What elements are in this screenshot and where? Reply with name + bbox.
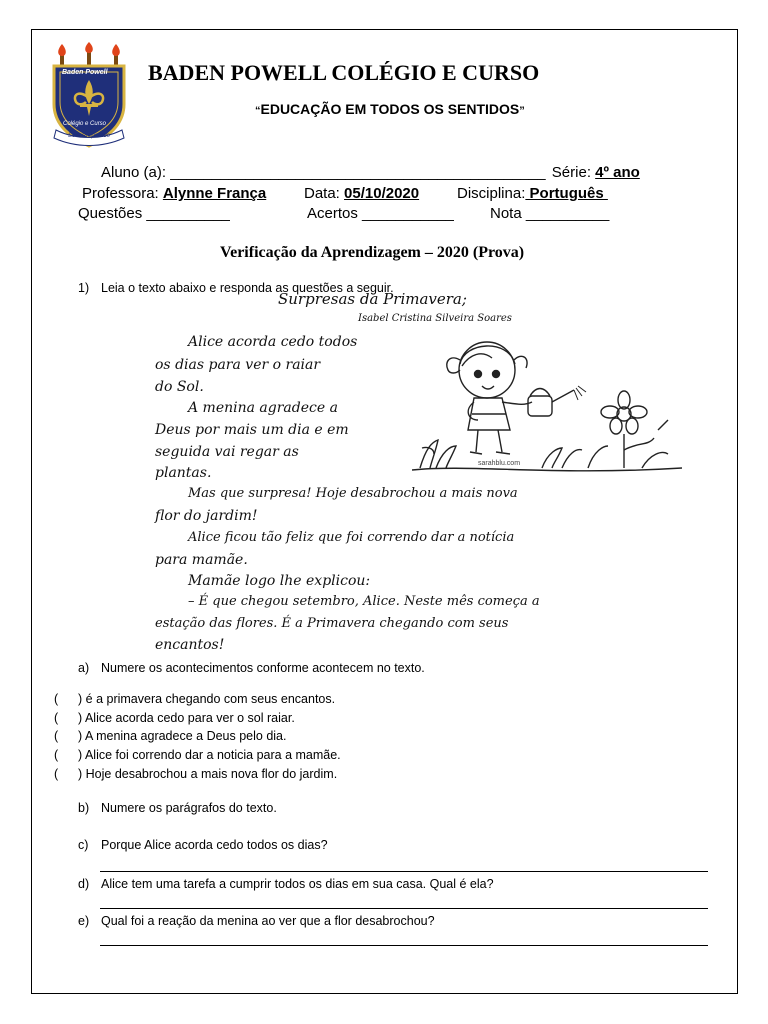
ordering-item-text: é a primavera chegando com seus encantos. bbox=[85, 692, 336, 706]
image-credit: sarahblu.com bbox=[478, 460, 521, 467]
disciplina-value: Português bbox=[525, 185, 608, 202]
answer-box-close: ) bbox=[78, 748, 85, 762]
ordering-item-text: Hoje desabrochou a mais nova flor do jardim. bbox=[85, 767, 338, 781]
nota-field bbox=[490, 205, 609, 222]
professora-row bbox=[82, 185, 266, 202]
ordering-item-text: Alice acorda cedo para ver o sol raiar. bbox=[84, 711, 295, 725]
questoes-blank[interactable]: __________ bbox=[146, 205, 230, 222]
story-line: A menina agradece a bbox=[188, 400, 338, 416]
story-line: estação das flores. É a Primavera chegando com seus bbox=[155, 616, 509, 631]
motto-close-quote: ” bbox=[519, 105, 525, 117]
question-b-text: Numere os parágrafos do texto. bbox=[101, 801, 277, 815]
motto-text: EDUCAÇÃO EM TODOS OS SENTIDOS bbox=[260, 101, 520, 117]
nota-label: Nota bbox=[490, 205, 522, 222]
acertos-blank[interactable]: ___________ bbox=[362, 205, 454, 222]
ordering-item-text: A menina agradece a Deus pelo dia. bbox=[84, 729, 287, 743]
logo-bottom-text: Colégio e Curso bbox=[63, 121, 107, 127]
data-label: Data: bbox=[304, 185, 340, 202]
question-a-letter: a) bbox=[78, 661, 90, 675]
story-line: Mamãe logo lhe explicou: bbox=[188, 573, 371, 589]
aluno-label: Aluno (a): bbox=[101, 164, 167, 181]
answer-box[interactable]: ( bbox=[54, 729, 59, 743]
answer-box[interactable]: ( bbox=[54, 711, 59, 725]
girl-watering-flowers-illustration bbox=[412, 330, 682, 478]
logo-ribbon-text: Sem Preparado bbox=[68, 133, 111, 139]
story-line: plantas. bbox=[155, 465, 212, 481]
school-name: BADEN POWELL COLÉGIO E CURSO bbox=[148, 60, 540, 85]
data-value: 05/10/2020 bbox=[344, 185, 420, 202]
question-b-letter: b) bbox=[78, 801, 90, 815]
answer-box-close: ) bbox=[78, 729, 85, 743]
question-a-text: Numere os acontecimentos conforme acontecem no texto. bbox=[101, 661, 425, 675]
serie-label: Série: bbox=[551, 164, 591, 181]
school-motto bbox=[255, 101, 525, 117]
answer-box[interactable]: ( bbox=[54, 748, 59, 762]
answer-box-close: ) bbox=[78, 767, 86, 781]
question-1-instruction: Leia o texto abaixo e responda as questões a seguir. bbox=[101, 281, 394, 295]
story-line: seguida vai regar as bbox=[155, 444, 299, 460]
ordering-item bbox=[54, 711, 295, 725]
answer-line-e[interactable] bbox=[100, 945, 708, 946]
acertos-label: Acertos bbox=[307, 205, 358, 222]
story-line: – É que chegou setembro, Alice. Neste mês começa a bbox=[188, 594, 540, 609]
question-e-letter: e) bbox=[78, 914, 90, 928]
aluno-name-blank[interactable]: _____________________________________________ bbox=[170, 164, 546, 181]
exam-title: Verificação da Aprendizagem – 2020 (Prova) bbox=[220, 244, 525, 261]
question-c-text: Porque Alice acorda cedo todos os dias? bbox=[101, 838, 328, 852]
story-line: Alice ficou tão feliz que foi correndo dar a notícia bbox=[188, 530, 515, 545]
data-field bbox=[304, 185, 419, 202]
ordering-item bbox=[54, 748, 341, 762]
disciplina-label: Disciplina: bbox=[457, 185, 526, 202]
story-line: encantos! bbox=[155, 637, 225, 653]
answer-box[interactable]: ( bbox=[54, 767, 59, 781]
story-line: Alice acorda cedo todos bbox=[188, 334, 358, 350]
answer-box[interactable]: ( bbox=[54, 692, 59, 706]
story-line: para mamãe. bbox=[155, 552, 248, 568]
ordering-item-text: Alice foi correndo dar a noticia para a mamãe. bbox=[84, 748, 341, 762]
nota-blank[interactable]: __________ bbox=[525, 205, 610, 222]
logo-top-text: Baden Powell bbox=[62, 69, 108, 76]
professora-label: Professora: bbox=[82, 185, 159, 202]
acertos-field bbox=[307, 205, 454, 222]
question-e-text: Qual foi a reação da menina ao ver que a flor desabrochou? bbox=[101, 914, 435, 928]
story-author: Isabel Cristina Silveira Soares bbox=[358, 313, 512, 324]
questoes-field bbox=[78, 205, 230, 222]
motto-open-quote: “ bbox=[255, 105, 261, 117]
story-line: do Sol. bbox=[155, 379, 204, 395]
answer-line-c[interactable] bbox=[100, 871, 708, 872]
professora-value: Alynne França bbox=[162, 185, 267, 202]
answer-line-d[interactable] bbox=[100, 908, 708, 909]
question-1-number: 1) bbox=[78, 281, 90, 295]
answer-box-close: ) bbox=[78, 711, 85, 725]
story-line: Deus por mais um dia e em bbox=[155, 422, 349, 438]
story-line: Mas que surpresa! Hoje desabrochou a mais nova bbox=[188, 486, 518, 501]
story-line: flor do jardim! bbox=[155, 508, 258, 524]
story-line: os dias para ver o raiar bbox=[155, 357, 321, 373]
story-title: Surpresas da Primavera; bbox=[278, 290, 467, 308]
answer-box-close: ) bbox=[78, 692, 86, 706]
question-d-text: Alice tem uma tarefa a cumprir todos os dias em sua casa. Qual é ela? bbox=[101, 877, 494, 891]
aluno-row bbox=[101, 164, 640, 181]
ordering-item bbox=[54, 729, 286, 743]
ordering-item bbox=[54, 767, 337, 781]
questoes-label: Questões bbox=[78, 205, 143, 222]
question-c-letter: c) bbox=[78, 838, 89, 852]
disciplina-field bbox=[457, 185, 608, 202]
question-d-letter: d) bbox=[78, 877, 90, 891]
ordering-item bbox=[54, 692, 335, 706]
serie-value: 4º ano bbox=[595, 164, 640, 181]
